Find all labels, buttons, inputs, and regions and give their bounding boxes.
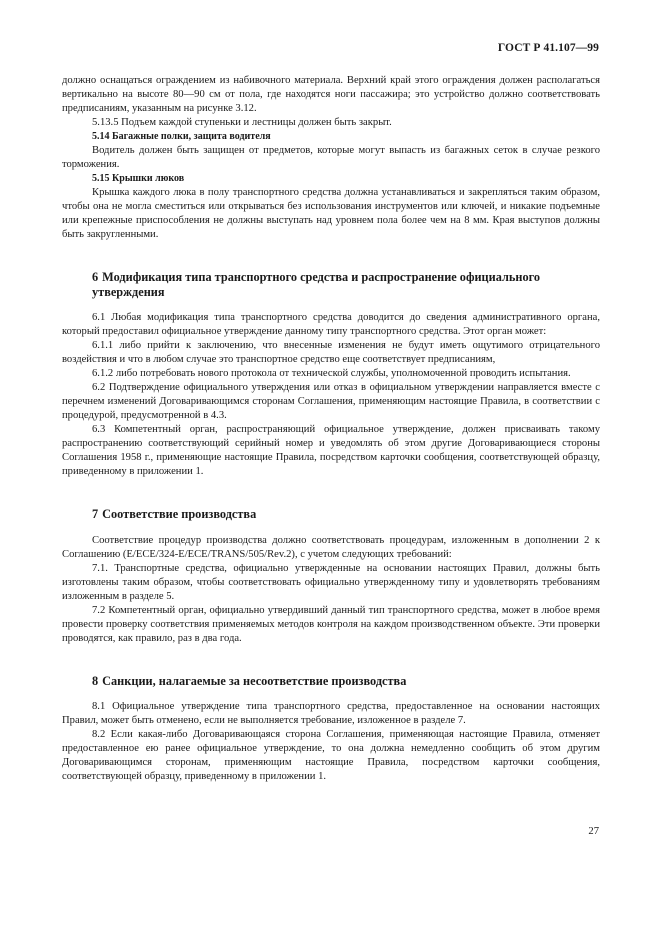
section-number: 7 <box>92 507 99 521</box>
section-number: 6 <box>92 270 99 284</box>
section-number: 8 <box>92 673 99 688</box>
paragraph: 7.2 Компетентный орган, официально утвердивший данный тип транспортного средства, может в любое время провести проверку соответствия применяемых методов контроля на каждом производственном объекте. Эти проверки проводятся, как правило, раз в два года. <box>62 604 600 644</box>
section-title: Соответствие производства <box>102 507 257 521</box>
document-body <box>62 74 600 784</box>
page-number: 27 <box>588 826 599 837</box>
paragraph: 6.2 Подтверждение официального утверждения или отказ в официальном утверждении направляется вместе с перечнем изменений Договаривающимся сторонам Соглашения, применяющим настоящие Правила, в соответствии с процедурой, предусмотренной в 4.3. <box>62 382 600 421</box>
document-id: ГОСТ Р 41.107—99 <box>497 42 599 54</box>
paragraph: 8.2 Если какая-либо Договаривающаяся сторона Соглашения, применяющая настоящие Правила, отменяет предоставленное ею ранее официальное утверждение, то она должна немедленно сообщить об этом другим Договаривающимся сторонам, применяющим настоящие Правила, посредством карточки сообщения, соответствующей образцу, приведенному в приложении 1. <box>62 729 600 782</box>
subsection-heading: 5.14 Багажные полки, защита водителя <box>92 131 271 142</box>
paragraph: 7.1. Транспортные средства, официально утвержденные на основании настоящих Правил, должны быть изготовлены таким образом, чтобы соответствовать официально утвержденному типу и удовлетворять требованиям изложенным в разделе 5. <box>62 562 600 602</box>
section-heading-8 <box>62 674 600 689</box>
subsection-heading: 5.15 Крышки люков <box>92 173 185 184</box>
paragraph: Крышка каждого люка в полу транспортного средства должна устанавливаться и закрепляться таким образом, чтобы она не могла сместиться или открываться без использования инструментов или ключей, и никакие подъемные или крепежные приспособления не должны выступать над уровнем пола более чем на 8 мм. Края выступов должны быть закругленными. <box>62 187 600 240</box>
paragraph: 8.1 Официальное утверждение типа транспортного средства, предоставленное на основании настоящих Правил, может быть отменено, если не выполняется требование, изложенное в разделе 7. <box>62 701 600 726</box>
paragraph: должно оснащаться ограждением из набивочного материала. Верхний край этого ограждения должен располагаться вертикально на высоте 80—90 см от пола, где находятся ноги пассажира; это устройство должно соответствовать предписаниям, указанным на рисунке 3.12. <box>62 75 600 114</box>
section-title: Модификация типа транспортного средства и распространение официального утверждения <box>92 270 541 299</box>
paragraph: 6.1.1 либо прийти к заключению, что внесенные изменения не будут иметь ощутимого отрицательного воздействия и что в любом случае это транспортное средство еще соответствует предписаниям, <box>62 340 600 365</box>
paragraph: 5.13.5 Подъем каждой ступеньки и лестницы должен быть закрыт. <box>92 117 392 128</box>
paragraph: 6.1.2 либо потребовать нового протокола от технической службы, уполномоченной проводить испытания. <box>92 368 571 379</box>
section-heading-7 <box>62 507 600 522</box>
section-title: Санкции, налагаемые за несоответствие производства <box>102 673 407 688</box>
paragraph: 6.3 Компетентный орган, распространяющий официальное утверждение, должен присваивать такому распространению соответствующий серийный номер и уведомлять об этом другие Договаривающиеся стороны Соглашения 1958 г., применяющие настоящие Правила, посредством карточки сообщения, соответствующей образцу, приведенному в приложении 1. <box>62 424 600 477</box>
paragraph: 6.1 Любая модификация типа транспортного средства доводится до сведения административного органа, который предоставил официальное утверждение данному типу транспортного средства. Этот орган может: <box>62 312 600 337</box>
paragraph: Водитель должен быть защищен от предметов, которые могут выпасть из багажных сеток в случае резкого торможения. <box>62 145 600 170</box>
section-heading-6 <box>62 270 600 299</box>
paragraph: Соответствие процедур производства должно соответствовать процедурам, изложенным в дополнении 2 к Соглашению (E/ECE/324-E/ECE/TRANS/505/Rev.2), с учетом следующих требований: <box>62 534 600 560</box>
